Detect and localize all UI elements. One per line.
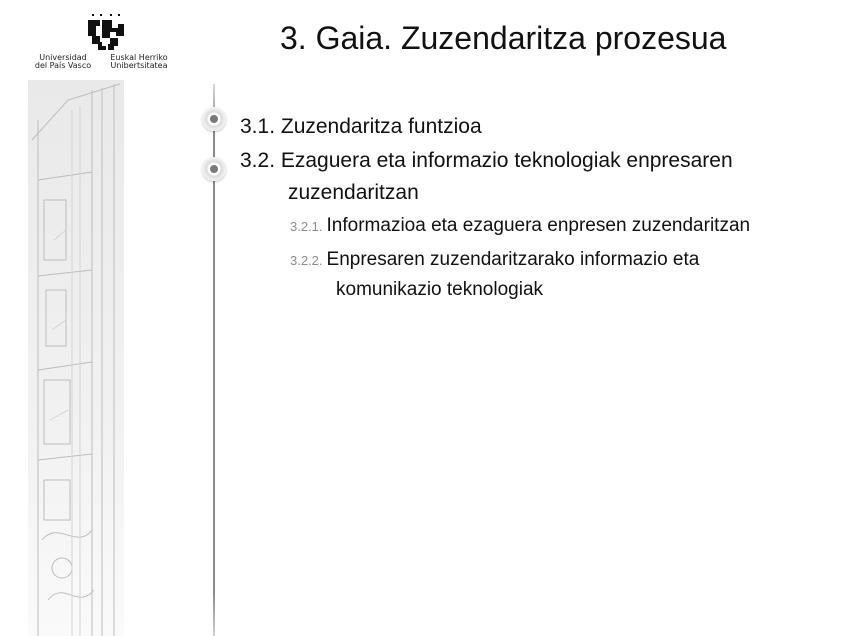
- logo-caption-spanish: [30, 54, 96, 70]
- logo-caption-spanish-line2: del País Vasco: [34, 61, 92, 70]
- building-sketch-image: [28, 80, 124, 636]
- logo-caption-spanish-line1: Universidad: [39, 53, 87, 62]
- circle-bullet-icon: [202, 107, 226, 131]
- outline-item-3-1: 3.1. Zuzendaritza funtzioa: [240, 115, 482, 138]
- logo-caption-basque-line1: Euskal Herriko: [110, 53, 168, 62]
- subitem-number: 3.2.2.: [290, 253, 323, 268]
- university-logo: [30, 12, 180, 82]
- subitem-text: Informazioa eta ezaguera enpresen zuzendaritzan: [326, 215, 751, 236]
- subitem-text: Enpresaren zuzendaritzarako informazio eta: [326, 249, 700, 270]
- outline-subitem-3-2-2-continuation: komunikazio teknologiak: [336, 279, 544, 300]
- outline-subitem-3-2-1: [290, 212, 750, 241]
- subitem-number: 3.2.1.: [290, 219, 323, 234]
- outline-item-3-2-continuation: zuzendaritzan: [288, 181, 419, 204]
- university-logo-icon: [82, 12, 130, 58]
- logo-caption-basque: [104, 54, 174, 70]
- circle-bullet-icon: [202, 157, 226, 181]
- outline-subitem-3-2-2: [290, 246, 699, 275]
- outline-item-3-2: 3.2. Ezaguera eta informazio teknologiak enpresaren: [240, 149, 733, 172]
- logo-caption-basque-line2: Unibertsitatea: [110, 61, 168, 70]
- slide-title: 3. Gaia. Zuzendaritza prozesua: [280, 20, 727, 56]
